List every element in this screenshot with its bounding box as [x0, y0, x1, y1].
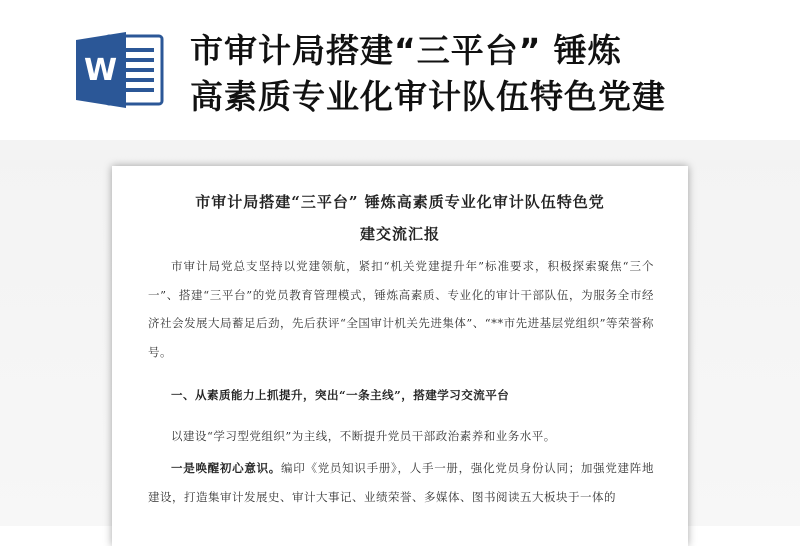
banner-title — [190, 28, 790, 120]
document-page — [112, 166, 688, 546]
document-title-line2: 建交流汇报 — [359, 225, 440, 243]
banner-title-line2: 高素质专业化审计队伍特色党建 — [190, 77, 666, 116]
banner-title-line1: 市审计局搭建“三平台” 锤炼 — [190, 31, 622, 70]
paragraph-awaken — [148, 454, 654, 511]
paragraph-main-line: 以建设“学习型党组织”为主线，不断提升党员干部政治素养和业务水平。 — [171, 429, 556, 443]
document-title — [146, 186, 654, 250]
section-heading: 一、从素质能力上抓提升，突出“一条主线”，搭建学习交流平台 — [171, 388, 510, 402]
paragraph-lead: 一是唤醒初心意识。 — [171, 461, 282, 475]
document-title-line1: 市审计局搭建“三平台” 锤炼高素质专业化审计队伍特色党 — [195, 193, 605, 211]
paragraph-body: 编印《党员知识手册》，人手一册，强化党员身份认同；加强党建阵地建设，打造集审计发展史、审计大事记、业绩荣誉、多媒体、图书阅读五大板块于一体的 — [148, 461, 655, 504]
banner-header — [0, 0, 800, 140]
word-icon — [76, 30, 164, 110]
paragraph-intro: 市审计局党总支坚持以党建领航，紧扣“机关党建提升年”标准要求，积极探索聚焦“三个一”、搭建“三平台”的党员教育管理模式，锤炼高素质、专业化的审计干部队伍，为服务全市经济社会发展大局蓄足后劲，先后获评“全国审计机关先进集体”、“**市先进基层党组织”等荣誉称号。 — [148, 259, 655, 359]
svg-text:W: W — [84, 53, 118, 88]
